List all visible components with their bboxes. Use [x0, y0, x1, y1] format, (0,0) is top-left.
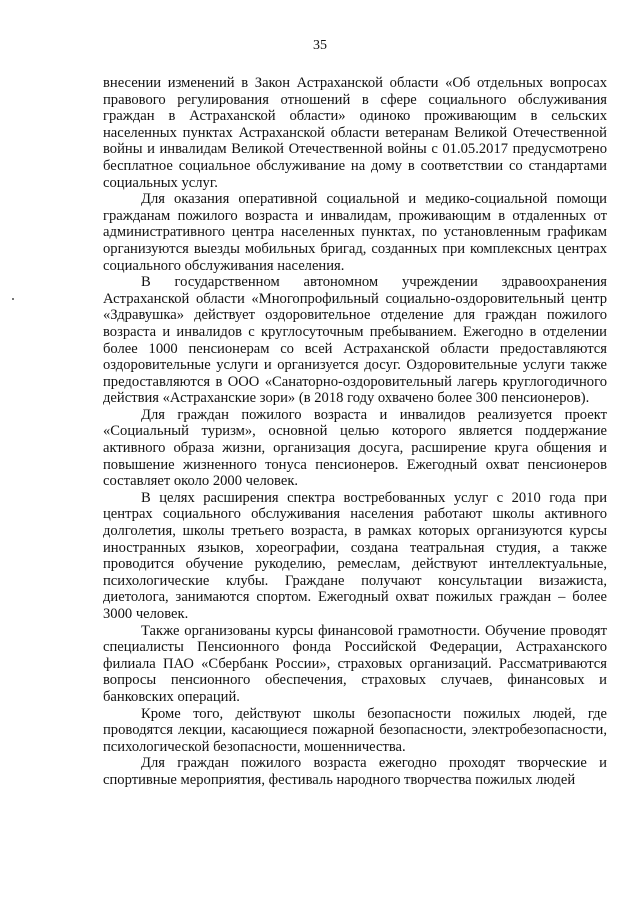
paragraph-mobile-brigades: Для оказания оперативной социальной и медико-социальной помощи гражданам пожилого возраста и инвалидам, проживающим в отдаленных от административного центра населенных пунктах, по установленным графикам организуются выезды мобильных бригад, созданных при комплексных центрах социального обслуживания населения.: [103, 191, 607, 274]
page-number: 35: [313, 38, 327, 53]
paragraph-creative-events: Для граждан пожилого возраста ежегодно проходят творческие и спортивные мероприятия, фестиваль народного творчества пожилых людей: [103, 755, 607, 788]
paragraph-zdravushka-center: В государственном автономном учреждении здравоохранения Астраханской области «Многопрофильный социально-оздоровительный центр «Здравушка» действует оздоровительное отделение для граждан пожилого возраста и инвалидов с круглосуточным пребыванием. Ежегодно в отделении более 1000 пенсионерам со всей Астраханской области предоставляются оздоровительные услуги и организуется досуг. Оздоровительные услуги также предоставляются в ООО «Санаторно-оздоровительный лагерь круглогодичного действия «Астраханские зори» (в 2018 году охвачено более 300 пенсионеров).: [103, 274, 607, 407]
paragraph-law-amendment: внесении изменений в Закон Астраханской области «Об отдельных вопросах правового регулирования отношений в сфере социального обслуживания граждан в Астраханской области» одиноко проживающим в сельских населенных пунктах Астраханской области ветеранам Великой Отечественной войны и инвалидам Великой Отечественной войны с 01.05.2017 предусмотрено бесплатное социальное обслуживание на дому в соответствии со стандартами социальных услуг.: [103, 75, 607, 191]
paragraph-social-tourism: Для граждан пожилого возраста и инвалидов реализуется проект «Социальный туризм», основной целью которого является поддержание активного образа жизни, организация досуга, расширение круга общения и повышение жизненного тонуса пенсионеров. Ежегодный охват пенсионеров составляет около 2000 человек.: [103, 406, 607, 490]
paragraph-safety-schools: Кроме того, действуют школы безопасности пожилых людей, где проводятся лекции, касающиеся пожарной безопасности, электробезопасности, психологической безопасности, мошенничества.: [103, 705, 607, 755]
paragraph-active-longevity-schools: В целях расширения спектра востребованных услуг с 2010 года при центрах социального обслуживания населения работают школы активного долголетия, школы третьего возраста, в рамках которых организуются курсы иностранных языков, хореографии, создана театральная студия, а также проводится обучение рукоделию, ремеслам, действуют интеллектуальные, психологические клубы. Граждане получают консультации визажиста, диетолога, занимаются спортом. Ежегодный охват пожилых граждан – более 3000 человек.: [103, 489, 607, 622]
document-body: [103, 75, 607, 789]
margin-scan-mark: [12, 298, 14, 300]
paragraph-financial-literacy: Также организованы курсы финансовой грамотности. Обучение проводят специалисты Пенсионного фонда Российской Федерации, Астраханского филиала ПАО «Сбербанк России», страховых организаций. Рассматриваются вопросы пенсионного обеспечения, страховых случаев, финансовых и банковских операций.: [103, 622, 607, 705]
